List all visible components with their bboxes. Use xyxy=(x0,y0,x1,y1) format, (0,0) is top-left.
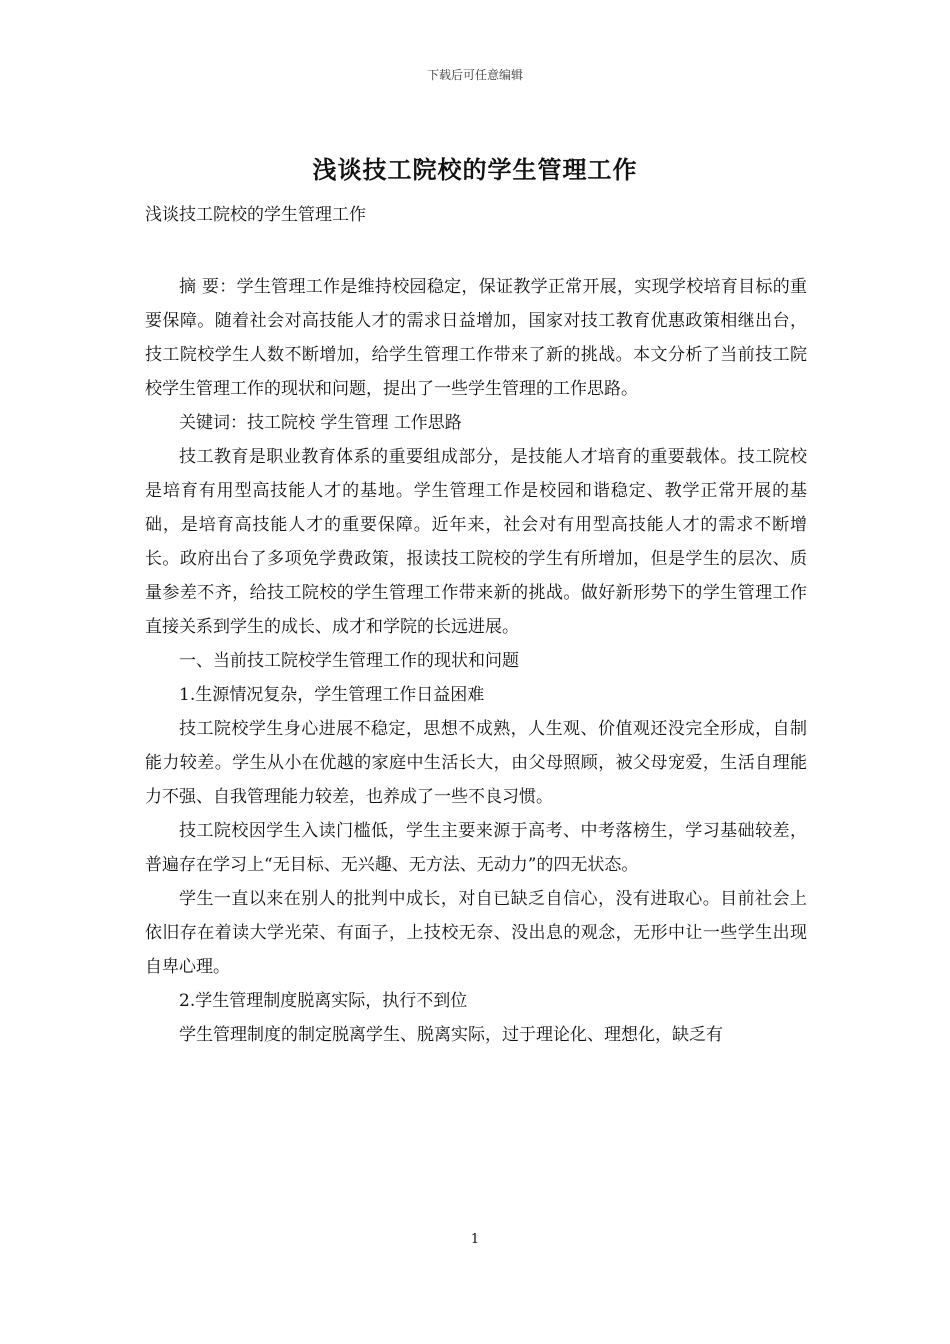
body-paragraph: 学生一直以来在别人的批判中成长，对自已缺乏自信心，没有进取心。目前社会上依旧存在着读大学光荣、有面子，上技校无奈、没出息的观念，无形中让一些学生出现自卑心理。 xyxy=(145,889,807,977)
subsection-heading: 2.学生管理制度脱离实际，执行不到位 xyxy=(179,991,468,1011)
section-heading: 一、当前技工院校学生管理工作的现状和问题 xyxy=(179,651,519,671)
document-title: 浅谈技工院校的学生管理工作 xyxy=(312,155,638,184)
body-paragraph: 学生管理制度的制定脱离学生、脱离实际，过于理论化、理想化，缺乏有 xyxy=(179,1025,723,1045)
intro-paragraph: 技工教育是职业教育体系的重要组成部分，是技能人才培育的重要载体。技工院校是培育有用型高技能人才的基地。学生管理工作是校园和谐稳定、教学正常开展的基础，是培育高技能人才的重要保障。近年来，社会对有用型高技能人才的需求不断增长。政府出台了多项免学费政策，报读技工院校的学生有所增加，但是学生的层次、质量参差不齐，给技工院校的学生管理工作带来新的挑战。做好新形势下的学生管理工作直接关系到学生的成长、成才和学院的长远进展。 xyxy=(145,447,807,637)
header-note: 下载后可任意编辑 xyxy=(426,68,523,82)
document-body xyxy=(145,270,807,1052)
page-number: 1 xyxy=(470,1232,480,1247)
subsection-heading: 1.生源情况复杂，学生管理工作日益困难 xyxy=(179,685,485,705)
document-subtitle: 浅谈技工院校的学生管理工作 xyxy=(145,205,366,225)
body-paragraph: 技工院校学生身心进展不稳定，思想不成熟，人生观、价值观还没完全形成，自制能力较差。学生从小在优越的家庭中生活长大，由父母照顾，被父母宠爱，生活自理能力不强、自我管理能力较差，也养成了一些不良习惯。 xyxy=(145,719,807,807)
keywords-paragraph: 关键词：技工院校 学生管理 工作思路 xyxy=(179,413,462,433)
body-paragraph: 技工院校因学生入读门槛低，学生主要来源于高考、中考落榜生，学习基础较差，普遍存在学习上“无目标、无兴趣、无方法、无动力”的四无状态。 xyxy=(145,821,807,875)
abstract-paragraph: 摘 要：学生管理工作是维持校园稳定，保证教学正常开展，实现学校培育目标的重要保障。随着社会对高技能人才的需求日益增加，国家对技工教育优惠政策相继出台，技工院校学生人数不断增加，给学生管理工作带来了新的挑战。本文分析了当前技工院校学生管理工作的现状和问题，提出了一些学生管理的工作思路。 xyxy=(145,277,807,399)
